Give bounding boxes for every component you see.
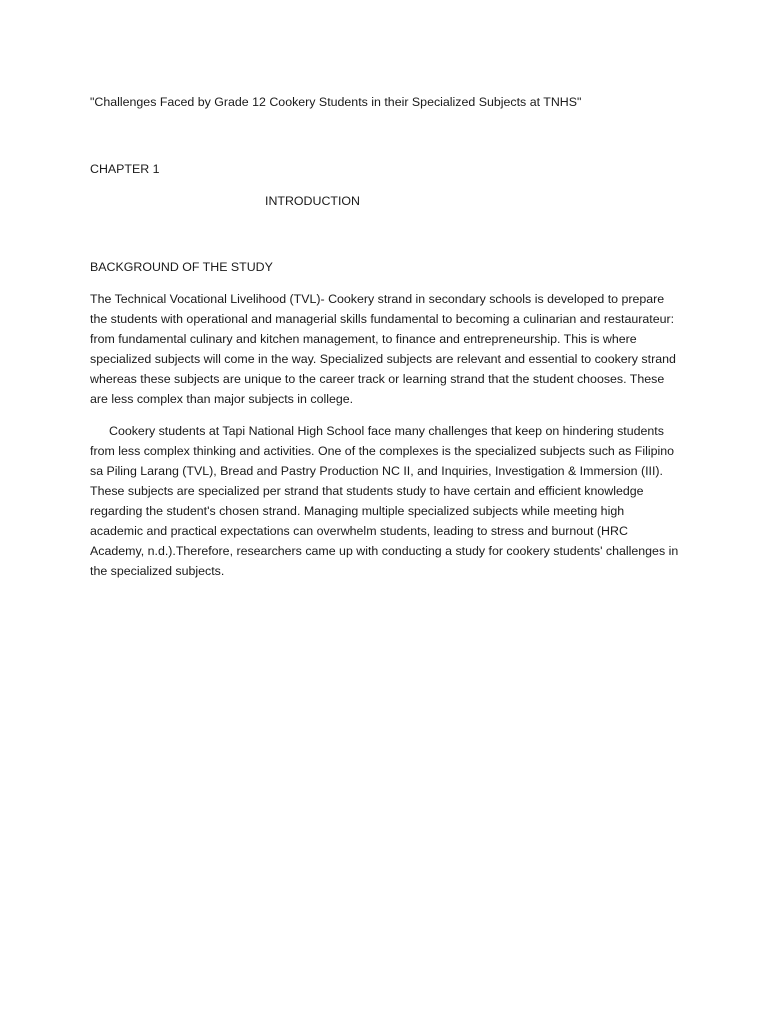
paragraph-background-1: The Technical Vocational Livelihood (TVL)- Cookery strand in secondary schools is developed to prepare the students with operational and managerial skills fundamental to becoming a culinarian and restaurateur: from fundamental culinary and kitchen management, to finance and entrepreneurship. This is where specialized subjects will come in the way. Specialized subjects are relevant and essential to cookery strand whereas these subjects are unique to the career track or learning strand that the student chooses. These are less complex than major subjects in college. [90,292,676,406]
introduction-heading: INTRODUCTION [265,194,360,208]
document-body [90,92,680,581]
paragraph-background-2: Cookery students at Tapi National High School face many challenges that keep on hindering students from less complex thinking and activities. One of the complexes is the specialized subjects such as Filipino sa Piling Larang (TVL), Bread and Pastry Production NC II, and Inquiries, Investigation & Immersion (III). These subjects are specialized per strand that students study to have certain and efficient knowledge regarding the student's chosen strand. Managing multiple specialized subjects while meeting high academic and practical expectations can overwhelm students, leading to stress and burnout (HRC Academy, n.d.).Therefore, researchers came up with conducting a study for cookery students' challenges in the specialized subjects. [90,424,679,578]
document-title: "Challenges Faced by Grade 12 Cookery Students in their Specialized Subjects at TNHS" [90,95,582,109]
chapter-label: CHAPTER 1 [90,162,160,176]
background-heading: BACKGROUND OF THE STUDY [90,260,273,274]
